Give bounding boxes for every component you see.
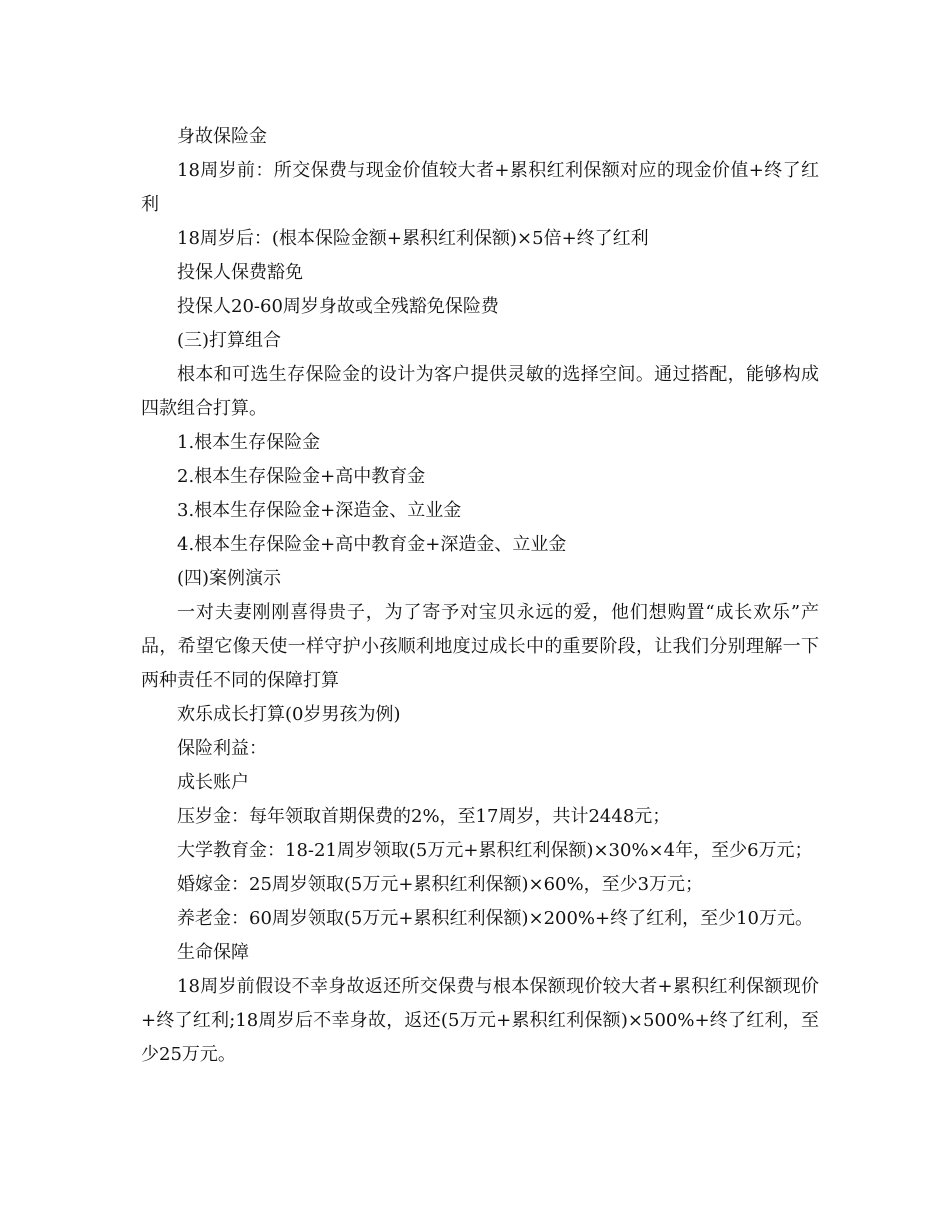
paragraph-before-18: 18周岁前：所交保费与现金价值较大者+累积红利保额对应的现金价值+终了红利 [141, 160, 819, 215]
list-item-combination-1: 1.根本生存保险金 [177, 432, 321, 453]
paragraph-death-benefit-heading: 身故保险金 [177, 126, 267, 147]
list-item-combination-4: 4.根本生存保险金+高中教育金+深造金、立业金 [177, 534, 567, 555]
paragraph-premium-waiver-heading: 投保人保费豁免 [177, 262, 303, 283]
paragraph-marriage-fund: 婚嫁金：25周岁领取(5万元+累积红利保额)×60%，至少3万元； [177, 874, 704, 895]
section-heading-case-demo: (四)案例演示 [177, 568, 282, 589]
paragraph-college-fund: 大学教育金：18-21周岁领取(5万元+累积红利保额)×30%×4年，至少6万元； [177, 840, 813, 861]
paragraph-insurance-benefits: 保险利益： [177, 738, 267, 759]
paragraph-case-story: 一对夫妻刚刚喜得贵子，为了寄予对宝贝永远的爱，他们想购置“成长欢乐”产品，希望它像天使一样守护小孩顺利地度过成长中的重要阶段，让我们分别理解一下两种责任不同的保障打算 [141, 602, 819, 691]
paragraph-premium-waiver-detail: 投保人20-60周岁身故或全残豁免保险费 [177, 296, 499, 317]
paragraph-life-protection-detail: 18周岁前假设不幸身故返还所交保费与根本保额现价较大者+累积红利保额现价+终了红利;18周岁后不幸身故，返还(5万元+累积红利保额)×500%+终了红利，至少25万元。 [141, 976, 819, 1065]
list-item-combination-2: 2.根本生存保险金+高中教育金 [177, 466, 426, 487]
paragraph-plan-example: 欢乐成长打算(0岁男孩为例) [177, 704, 401, 725]
paragraph-after-18: 18周岁后：(根本保险金额+累积红利保额)×5倍+终了红利 [177, 228, 649, 249]
paragraph-growth-account: 成长账户 [177, 772, 249, 793]
paragraph-combination-intro: 根本和可选生存保险金的设计为客户提供灵敏的选择空间。通过搭配，能够构成四款组合打算。 [141, 364, 819, 419]
section-heading-plan-combination: (三)打算组合 [177, 330, 282, 351]
paragraph-new-year-money: 压岁金：每年领取首期保费的2%，至17周岁，共计2448元； [177, 806, 671, 827]
list-item-combination-3: 3.根本生存保险金+深造金、立业金 [177, 500, 462, 521]
paragraph-pension-fund: 养老金：60周岁领取(5万元+累积红利保额)×200%+终了红利，至少10万元。 [177, 908, 814, 929]
paragraph-life-protection: 生命保障 [177, 942, 249, 963]
document-body [141, 120, 819, 1072]
